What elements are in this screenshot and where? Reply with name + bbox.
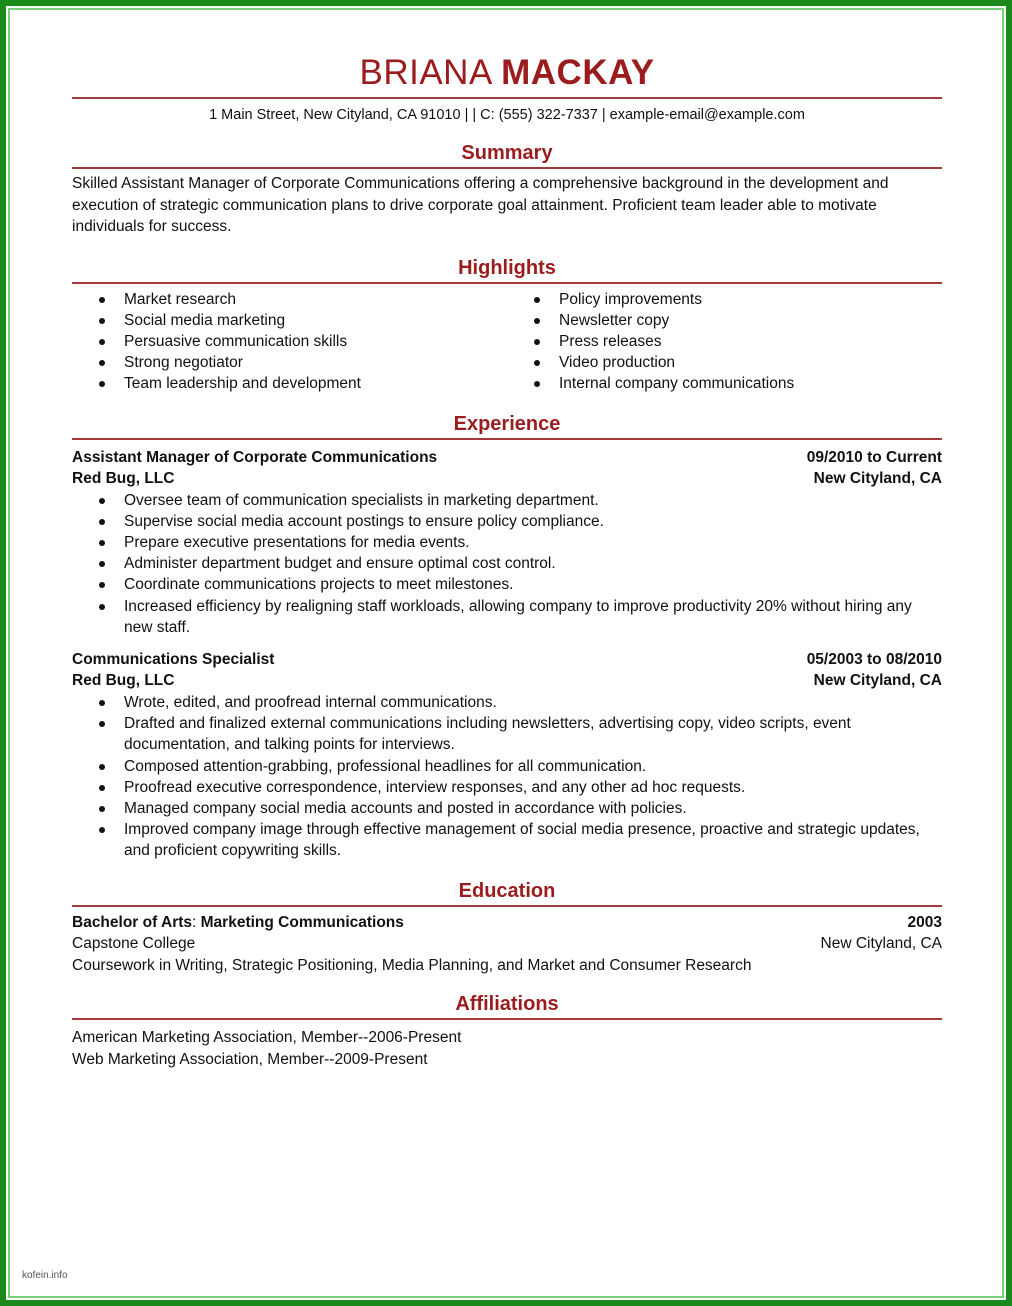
list-item: Internal company communications — [507, 373, 942, 394]
affiliations-title: Affiliations — [455, 993, 559, 1016]
list-item: Drafted and finalized external communications including newsletters, advertising copy, video scripts, event documentation, and talking points for interviews. — [72, 713, 942, 755]
summary-section — [72, 140, 942, 238]
education-year: 2003 — [907, 913, 942, 931]
job-location: New Cityland, CA — [813, 470, 942, 488]
degree-field: Marketing Communications — [200, 913, 404, 931]
job-role: Communications Specialist — [72, 650, 275, 668]
highlights-right-list — [507, 289, 942, 395]
summary-text: Skilled Assistant Manager of Corporate Communications offering a comprehensive background in the development and execution of strategic communication plans to drive corporate goal attainment. Proficient team leader able to motivate individuals for success. — [72, 175, 889, 235]
header-divider — [72, 97, 942, 99]
job-location: New Cityland, CA — [813, 672, 942, 690]
job-dates: 05/2003 to 08/2010 — [806, 650, 942, 668]
list-item: Team leadership and development — [72, 373, 507, 394]
job-dates: 09/2010 to Current — [806, 448, 942, 466]
list-item: Managed company social media accounts and posted in accordance with policies. — [72, 798, 942, 819]
experience-divider — [72, 438, 942, 440]
list-item: Prepare executive presentations for media events. — [72, 532, 942, 553]
education-title: Education — [458, 879, 556, 902]
job-bullets — [72, 490, 942, 638]
contact-line: 1 Main Street, New Cityland, CA 91010 | | C: (555) 322-7337 | example-email@example.com — [209, 107, 805, 123]
education-divider — [72, 905, 942, 907]
list-item: Social media marketing — [72, 310, 507, 331]
summary-title: Summary — [461, 142, 553, 164]
coursework: Coursework in Writing, Strategic Positioning, Media Planning, and Market and Consumer Research — [72, 956, 752, 974]
degree: Bachelor of Arts — [72, 913, 193, 931]
list-item: Press releases — [507, 331, 942, 352]
list-item: Coordinate communications projects to meet milestones. — [72, 574, 942, 595]
affiliation-item: American Marketing Association, Member--2006-Present — [72, 1029, 462, 1047]
list-item: Oversee team of communication specialists in marketing department. — [72, 490, 942, 511]
job-entry — [72, 649, 942, 862]
list-item: Composed attention-grabbing, professional headlines for all communication. — [72, 756, 942, 777]
list-item: Persuasive communication skills — [72, 331, 507, 352]
list-item: Market research — [72, 289, 507, 310]
list-item: Newsletter copy — [507, 310, 942, 331]
last-name: MACKAY — [501, 53, 655, 92]
summary-divider — [72, 167, 942, 169]
job-company: Red Bug, LLC — [72, 672, 175, 690]
list-item: Supervise social media account postings to ensure policy compliance. — [72, 511, 942, 532]
list-item: Video production — [507, 352, 942, 373]
resume-page — [72, 50, 942, 1070]
job-company: Red Bug, LLC — [72, 470, 175, 488]
list-item: Increased efficiency by realigning staff workloads, allowing company to improve productivity 20% without hiring any new staff. — [72, 596, 942, 638]
affiliations-section — [72, 991, 942, 1070]
school-location: New Cityland, CA — [820, 935, 942, 953]
watermark-text: kofein.info — [22, 1270, 68, 1281]
highlights-divider — [72, 282, 942, 284]
job-role: Assistant Manager of Corporate Communications — [72, 448, 438, 466]
experience-section — [72, 411, 942, 862]
list-item: Improved company image through effective management of social media presence, proactive and strategic updates, and proficient copywriting skills. — [72, 819, 942, 861]
experience-title: Experience — [453, 412, 561, 435]
school-name: Capstone College — [72, 935, 196, 953]
first-name: BRIANA — [359, 53, 491, 92]
list-item: Proofread executive correspondence, interview responses, and any other ad hoc requests. — [72, 777, 942, 798]
job-entry — [72, 447, 942, 638]
highlights-section — [72, 255, 942, 395]
job-bullets — [72, 692, 942, 862]
highlights-title: Highlights — [458, 256, 556, 279]
affiliation-item: Web Marketing Association, Member--2009-Present — [72, 1050, 428, 1068]
list-item: Wrote, edited, and proofread internal communications. — [72, 692, 942, 713]
list-item: Administer department budget and ensure optimal cost control. — [72, 553, 942, 574]
education-section: Education Bachelor of Arts: Marketing Communications 2003 Capstone College New Cityland, CA Coursework in Writing, Strategic Positioning, Media Planning, and Market and Consumer Research — [72, 878, 942, 977]
affiliations-divider — [72, 1018, 942, 1020]
candidate-name — [72, 50, 942, 96]
list-item: Policy improvements — [507, 289, 942, 310]
highlights-left-list — [72, 289, 507, 395]
list-item: Strong negotiator — [72, 352, 507, 373]
